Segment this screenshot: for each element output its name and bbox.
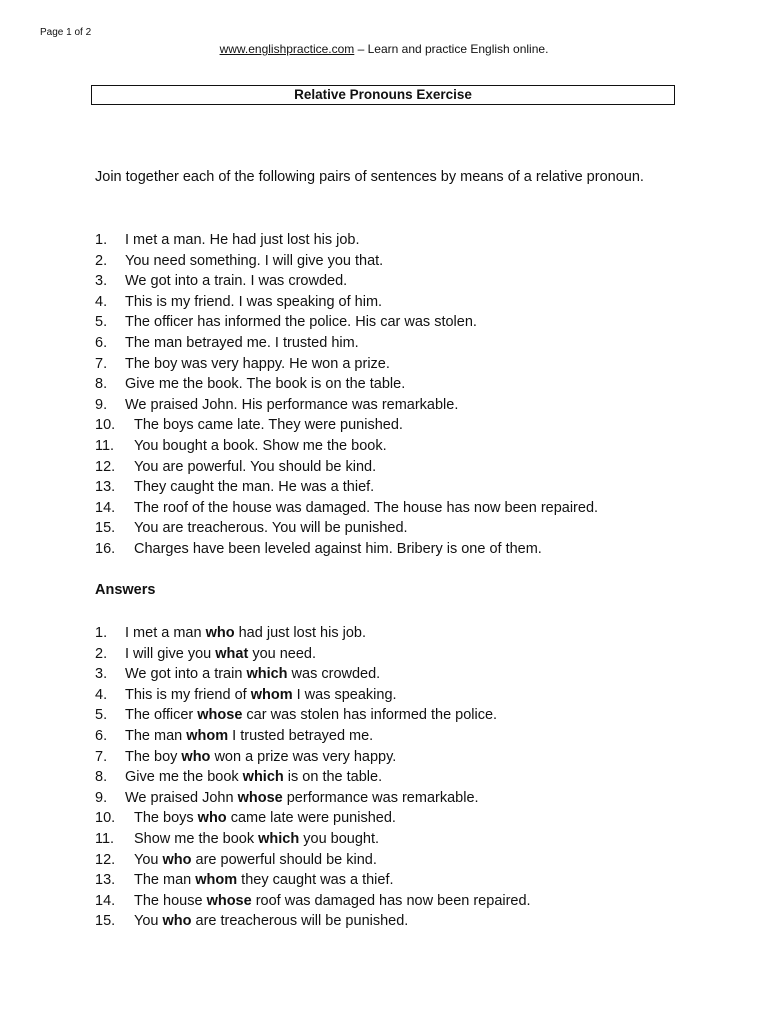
relative-pronoun: what xyxy=(215,645,249,662)
relative-pronoun: which xyxy=(242,769,284,786)
answer-number: 14. xyxy=(95,892,116,909)
answer-number: 5. xyxy=(95,707,108,724)
answer-number: 10. xyxy=(95,810,116,827)
answer-number: 4. xyxy=(95,686,108,703)
question-item xyxy=(95,333,598,354)
answer-text-after: performance was remarkable. xyxy=(282,789,479,806)
question-item xyxy=(95,498,598,519)
answer-text-before: I met a man xyxy=(125,625,206,641)
question-text: You bought a book. Show me the book. xyxy=(134,437,387,454)
question-text: You are powerful. You should be kind. xyxy=(134,458,377,475)
answer-item xyxy=(95,788,531,809)
answer-number: 11. xyxy=(95,830,115,847)
question-text: The boy was very happy. He won a prize. xyxy=(125,355,390,372)
question-number: 16. xyxy=(95,540,116,557)
question-number: 2. xyxy=(95,252,108,269)
page-number: Page 1 of 2 xyxy=(40,27,92,38)
relative-pronoun: whom xyxy=(186,727,229,744)
answer-number: 1. xyxy=(95,625,108,641)
question-text: The officer has informed the police. His car was stolen. xyxy=(125,314,477,331)
answer-text-before: Show me the book xyxy=(134,830,259,847)
question-item xyxy=(95,415,598,436)
question-number: 10. xyxy=(95,417,116,434)
question-item xyxy=(95,477,598,498)
answer-number: 9. xyxy=(95,789,108,806)
question-text: They caught the man. He was a thief. xyxy=(134,479,375,496)
relative-pronoun: who xyxy=(162,851,192,868)
question-number: 4. xyxy=(95,293,108,310)
question-item xyxy=(95,354,598,375)
answer-text-before: The man xyxy=(134,872,196,889)
question-text: We got into a train. I was crowded. xyxy=(125,273,348,290)
answer-number: 2. xyxy=(95,645,108,662)
question-text: Charges have been leveled against him. Bribery is one of them. xyxy=(134,540,542,557)
question-number: 14. xyxy=(95,499,116,516)
answer-item xyxy=(95,644,531,665)
question-text: I met a man. He had just lost his job. xyxy=(125,232,360,248)
answer-text-before: The officer xyxy=(125,707,198,724)
answers-heading: Answers xyxy=(95,582,156,598)
answer-text-before: This is my friend of xyxy=(125,686,251,703)
question-item xyxy=(95,539,598,560)
question-number: 15. xyxy=(95,520,116,537)
answer-text-after: they caught was a thief. xyxy=(237,872,394,889)
question-item xyxy=(95,292,598,313)
answer-item xyxy=(95,705,531,726)
answer-number: 15. xyxy=(95,913,116,930)
answer-text-after: was crowded. xyxy=(287,666,381,683)
answer-item xyxy=(95,808,531,829)
question-item xyxy=(95,251,598,272)
question-number: 1. xyxy=(95,232,108,248)
relative-pronoun: which xyxy=(258,830,300,847)
answer-number: 6. xyxy=(95,727,108,744)
question-item xyxy=(95,457,598,478)
question-item xyxy=(95,374,598,395)
question-list xyxy=(95,230,598,560)
answer-number: 3. xyxy=(95,666,108,683)
answer-number: 12. xyxy=(95,851,116,868)
answer-text-before: You xyxy=(134,913,163,930)
answer-text-after: are treacherous will be punished. xyxy=(191,913,409,930)
question-text: We praised John. His performance was remarkable. xyxy=(125,396,459,413)
answer-text-before: The boy xyxy=(125,748,182,765)
answer-text-after: you bought. xyxy=(299,830,380,847)
question-number: 9. xyxy=(95,396,108,413)
answer-text-after: won a prize was very happy. xyxy=(210,748,397,765)
question-text: The roof of the house was damaged. The house has now been repaired. xyxy=(134,499,599,516)
answer-text-before: We got into a train xyxy=(125,666,247,683)
instructions: Join together each of the following pairs of sentences by means of a relative pronoun. xyxy=(95,169,644,185)
answer-number: 8. xyxy=(95,769,108,786)
answer-text-before: I will give you xyxy=(125,645,216,662)
question-number: 3. xyxy=(95,273,108,290)
question-number: 6. xyxy=(95,334,108,351)
relative-pronoun: who xyxy=(162,913,192,930)
answer-text-after: is on the table. xyxy=(283,769,383,786)
question-item xyxy=(95,436,598,457)
question-number: 12. xyxy=(95,458,116,475)
answer-text-before: We praised John xyxy=(125,789,238,806)
question-text: You need something. I will give you that. xyxy=(125,252,384,269)
answer-text-before: The house xyxy=(134,892,207,909)
answer-number: 7. xyxy=(95,748,108,765)
question-text: Give me the book. The book is on the table. xyxy=(125,376,406,393)
question-item xyxy=(95,271,598,292)
relative-pronoun: whose xyxy=(206,892,252,909)
site-tagline: – Learn and practice English online. xyxy=(354,42,549,56)
answer-number: 13. xyxy=(95,872,116,889)
page-title: Relative Pronouns Exercise xyxy=(91,85,675,105)
relative-pronoun: whom xyxy=(250,686,293,703)
question-text: You are treacherous. You will be punished. xyxy=(134,520,408,537)
answer-text-before: The man xyxy=(125,727,187,744)
answer-item xyxy=(95,726,531,747)
answer-item xyxy=(95,911,531,932)
answer-item xyxy=(95,870,531,891)
question-item xyxy=(95,395,598,416)
question-item xyxy=(95,518,598,539)
answer-item xyxy=(95,664,531,685)
question-number: 11. xyxy=(95,437,115,454)
answer-text-after: had just lost his job. xyxy=(234,625,366,641)
answer-list xyxy=(95,623,531,932)
answer-item xyxy=(95,891,531,912)
question-number: 5. xyxy=(95,314,108,331)
answer-text-before: The boys xyxy=(134,810,198,827)
relative-pronoun: whose xyxy=(237,789,283,806)
answer-item xyxy=(95,623,531,644)
question-item xyxy=(95,312,598,333)
answer-item xyxy=(95,767,531,788)
question-number: 8. xyxy=(95,376,108,393)
relative-pronoun: who xyxy=(197,810,227,827)
site-header xyxy=(0,42,768,56)
question-text: The man betrayed me. I trusted him. xyxy=(125,334,359,351)
answer-text-after: you need. xyxy=(248,645,317,662)
answer-text-after: I trusted betrayed me. xyxy=(228,727,374,744)
relative-pronoun: who xyxy=(181,748,211,765)
answer-item xyxy=(95,829,531,850)
answer-item xyxy=(95,850,531,871)
question-item xyxy=(95,230,598,251)
answer-item xyxy=(95,747,531,768)
relative-pronoun: which xyxy=(246,666,288,683)
question-text: This is my friend. I was speaking of him. xyxy=(125,293,383,310)
question-text: The boys came late. They were punished. xyxy=(134,417,403,434)
answer-text-after: are powerful should be kind. xyxy=(191,851,377,868)
relative-pronoun: whose xyxy=(197,707,243,724)
relative-pronoun: whom xyxy=(195,872,238,889)
answer-text-after: roof was damaged has now been repaired. xyxy=(251,892,531,909)
answer-item xyxy=(95,685,531,706)
answer-text-before: Give me the book xyxy=(125,769,243,786)
site-link[interactable]: www.englishpractice.com xyxy=(219,42,355,56)
question-number: 7. xyxy=(95,355,108,372)
answer-text-after: car was stolen has informed the police. xyxy=(242,707,498,724)
relative-pronoun: who xyxy=(205,625,235,641)
answer-text-after: I was speaking. xyxy=(292,686,397,703)
answer-text-before: You xyxy=(134,851,163,868)
answer-text-after: came late were punished. xyxy=(226,810,396,827)
question-number: 13. xyxy=(95,479,116,496)
